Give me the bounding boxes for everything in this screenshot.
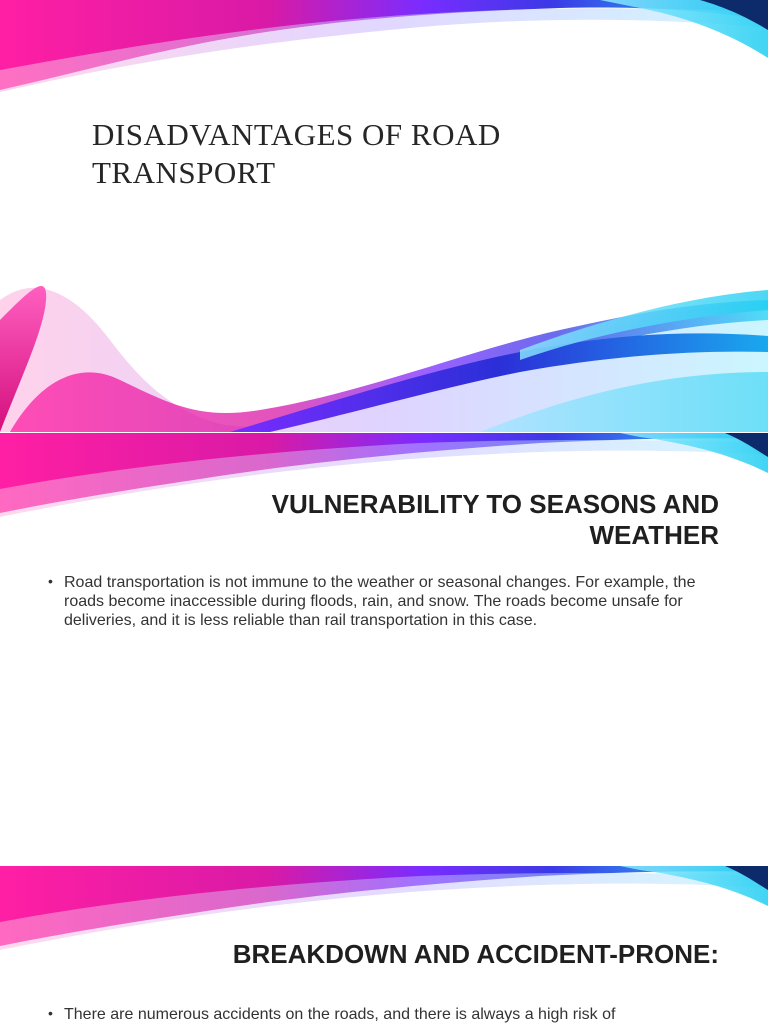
content-slide-weather <box>0 433 768 865</box>
title-slide <box>0 0 768 432</box>
bullet-list <box>47 573 707 630</box>
bullet-list <box>47 1005 707 1024</box>
slide-title: DISADVANTAGES OF ROAD TRANSPORT <box>92 117 501 190</box>
slide-heading: VULNERABILITY TO SEASONS AND WEATHER <box>271 489 719 550</box>
content-slide-accidents <box>0 866 768 1024</box>
bullet-item: • There are numerous accidents on the roads, and there is always a high risk of <box>47 1005 707 1024</box>
slide-heading: BREAKDOWN AND ACCIDENT-PRONE: <box>232 939 719 969</box>
bullet-item: • Road transportation is not immune to the weather or seasonal changes. For example, the roads become inaccessible during floods, rain, and snow. The roads become unsafe for deliveries, and it is less reliable than rail transportation in this case. <box>47 573 707 630</box>
bottom-wave-decoration <box>0 0 768 432</box>
